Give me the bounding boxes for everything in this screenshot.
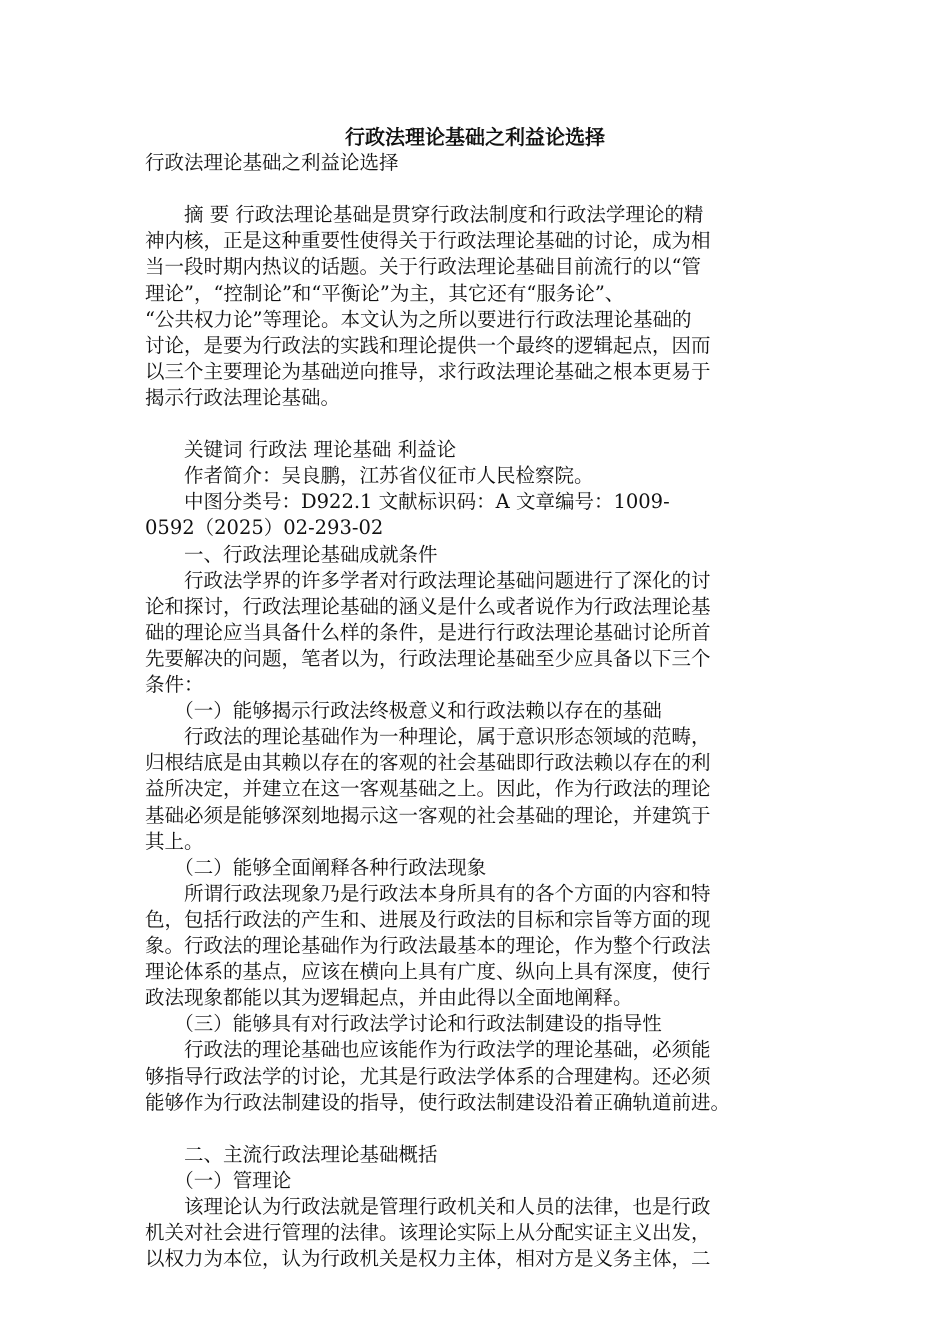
text-line: 机关对社会进行管理的法律。该理论实际上从分配实证主义出发，: [145, 1221, 711, 1245]
text-line: 0592（2025）02-293-02: [145, 516, 384, 540]
text-line: 神内核，正是这种重要性使得关于行政法理论基础的讨论，成为相: [145, 229, 711, 253]
text-line: 行政法的理论基础也应该能作为行政法学的理论基础，必须能: [145, 1038, 711, 1062]
text-line: 基础必须是能够深刻地揭示这一客观的社会基础的理论，并建筑于: [145, 803, 711, 827]
text-line: 以权力为本位，认为行政机关是权力主体，相对方是义务主体，二: [145, 1247, 711, 1271]
text-line: 以三个主要理论为基础逆向推导，求行政法理论基础之根本更易于: [145, 359, 711, 383]
text-line: 行政法的理论基础作为一种理论，属于意识形态领域的范畴，: [145, 725, 711, 749]
text-line: 先要解决的问题，笔者以为，行政法理论基础至少应具备以下三个: [145, 646, 711, 670]
text-line: 政法现象都能以其为逻辑起点，并由此得以全面地阐释。: [145, 986, 633, 1010]
text-line: 色，包括行政法的产生和、进展及行政法的目标和宗旨等方面的现: [145, 907, 711, 931]
text-line: 行政法学界的许多学者对行政法理论基础问题进行了深化的讨: [145, 568, 711, 592]
text-line: 其上。: [145, 829, 204, 853]
text-line: 益所决定，并建立在这一客观基础之上。因此，作为行政法的理论: [145, 777, 711, 801]
text-line: 作者简介：吴良鹏，江苏省仪征市人民检察院。: [145, 464, 594, 488]
text-line: 当一段时期内热议的话题。关于行政法理论基础目前流行的以“管: [145, 255, 701, 279]
text-line: 讨论，是要为行政法的实践和理论提供一个最终的逻辑起点，因而: [145, 333, 711, 357]
text-line: 条件：: [145, 673, 204, 696]
text-line: 一、行政法理论基础成就条件: [145, 542, 438, 566]
text-line: 能够作为行政法制建设的指导，使行政法制建设沿着正确轨道前进。: [145, 1090, 731, 1114]
text-line: 该理论认为行政法就是管理行政机关和人员的法律，也是行政: [145, 1195, 711, 1218]
text-line: （二）能够全面阐释各种行政法现象: [145, 855, 487, 879]
text-line: （三）能够具有对行政法学讨论和行政法制建设的指导性: [145, 1012, 662, 1036]
text-line: “公共权力论”等理论。本文认为之所以要进行行政法理论基础的: [145, 307, 692, 331]
text-line: 归根结底是由其赖以存在的客观的社会基础即行政法赖以存在的利: [145, 751, 711, 775]
text-line: 理论体系的基点，应该在横向上具有广度、纵向上具有深度，使行: [145, 960, 711, 984]
text-line: 理论”，“控制论”和“平衡论”为主，其它还有“服务论”、: [145, 281, 625, 305]
text-line: 揭示行政法理论基础。: [145, 385, 341, 409]
text-line: （一）管理论: [145, 1168, 292, 1192]
text-line: 础的理论应当具备什么样的条件，是进行行政法理论基础讨论所首: [145, 620, 711, 644]
text-line: 中图分类号：D922.1 文献标识码：A 文章编号：1009-: [145, 490, 670, 514]
text-line: 二、主流行政法理论基础概括: [145, 1142, 438, 1166]
document-title: 行政法理论基础之利益论选择: [345, 125, 605, 149]
text-line: 所谓行政法现象乃是行政法本身所具有的各个方面的内容和特: [145, 881, 711, 905]
text-line: 摘 要 行政法理论基础是贯穿行政法制度和行政法学理论的精: [145, 203, 704, 227]
text-line: 关键词 行政法 理论基础 利益论: [145, 438, 457, 462]
text-line: （一）能够揭示行政法终极意义和行政法赖以存在的基础: [145, 699, 662, 723]
text-line: 论和探讨，行政法理论基础的涵义是什么或者说作为行政法理论基: [145, 594, 711, 618]
text-line: 行政法理论基础之利益论选择: [145, 151, 399, 174]
text-line: 象。行政法的理论基础作为行政法最基本的理论，作为整个行政法: [145, 934, 711, 957]
text-line: 够指导行政法学的讨论，尤其是行政法学体系的合理建构。还必须: [145, 1064, 711, 1088]
